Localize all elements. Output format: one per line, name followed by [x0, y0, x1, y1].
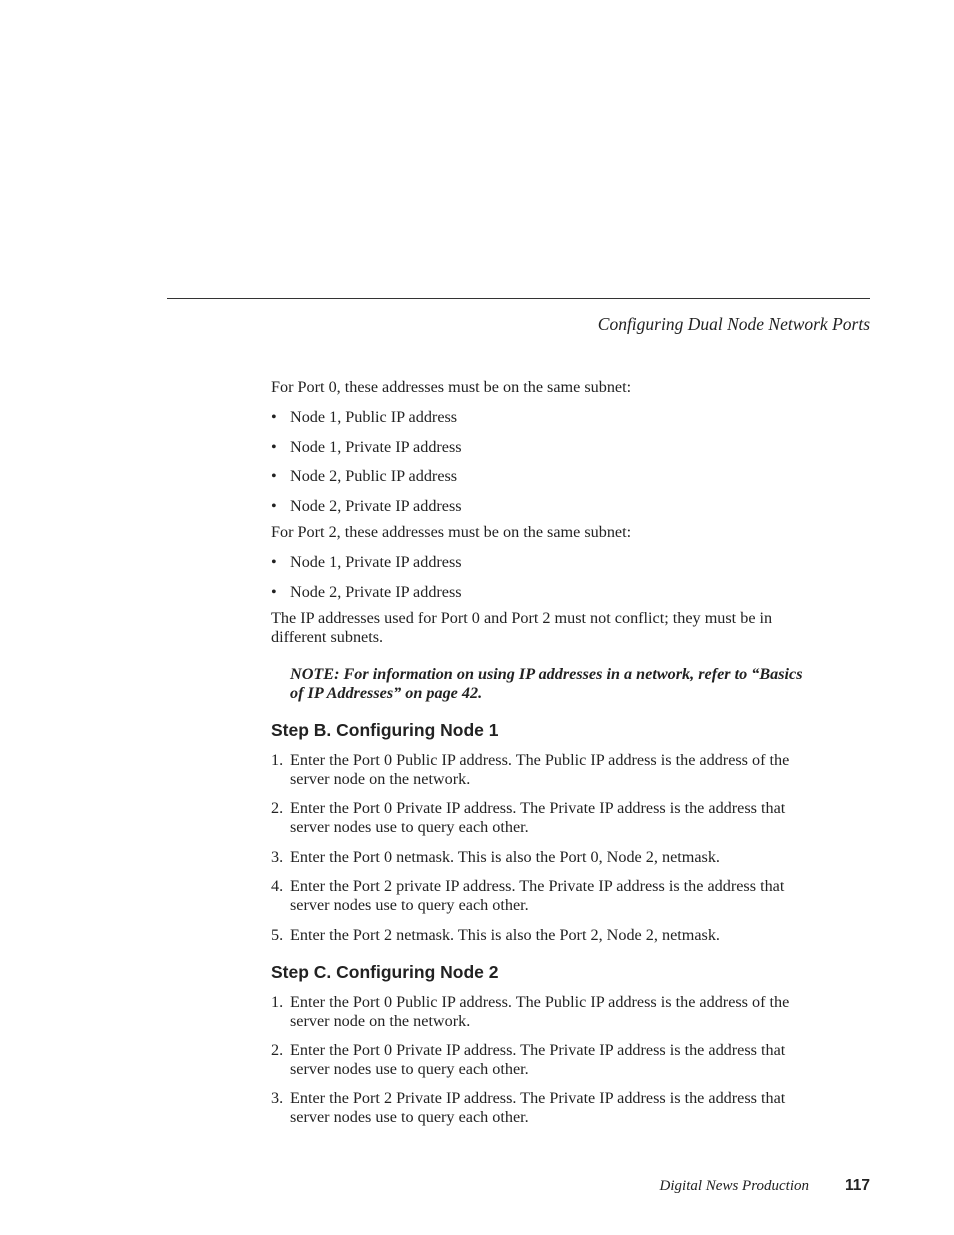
list-item: 1. Enter the Port 0 Public IP address. The Public IP address is the address of the server node on the network.	[271, 993, 790, 1030]
note-paragraph: NOTE: For information on using IP addresses in a network, refer to “Basics of IP Addresses” on page 42.	[290, 665, 803, 702]
bullet-item: • Node 1, Private IP address	[271, 553, 462, 571]
header-rule	[167, 298, 870, 299]
bullet-item: • Node 2, Private IP address	[271, 497, 462, 515]
list-item: 2. Enter the Port 0 Private IP address. The Private IP address is the address that server nodes use to query each other.	[271, 1041, 786, 1078]
bullet-icon: •	[271, 497, 277, 515]
bullet-icon: •	[271, 438, 277, 456]
list-item: 3. Enter the Port 2 Private IP address. The Private IP address is the address that server nodes use to query each other.	[271, 1089, 786, 1126]
bullet-item: • Node 1, Private IP address	[271, 438, 462, 456]
list-item: 1. Enter the Port 0 Public IP address. The Public IP address is the address of the server node on the network.	[271, 751, 790, 788]
list-item: 5. Enter the Port 2 netmask. This is also the Port 2, Node 2, netmask.	[271, 926, 720, 944]
footer-title: Digital News Production	[659, 1178, 809, 1194]
running-header-title: Configuring Dual Node Network Ports	[597, 314, 870, 334]
list-item: 4. Enter the Port 2 private IP address. The Private IP address is the address that server nodes use to query each other.	[271, 877, 785, 914]
list-item: 3. Enter the Port 0 netmask. This is also the Port 0, Node 2, netmask.	[271, 848, 720, 866]
bullet-item: • Node 2, Private IP address	[271, 583, 462, 601]
bullet-icon: •	[271, 408, 277, 426]
bullet-icon: •	[271, 553, 277, 571]
page-number: 117	[844, 1177, 870, 1194]
bullet-item: • Node 1, Public IP address	[271, 408, 458, 426]
list-item: 2. Enter the Port 0 Private IP address. The Private IP address is the address that server nodes use to query each other.	[271, 799, 786, 836]
bullet-icon: •	[271, 467, 277, 485]
bullet-icon: •	[271, 583, 277, 601]
port0-intro: For Port 0, these addresses must be on the same subnet:	[271, 378, 632, 396]
step-c-heading: Step C. Configuring Node 2	[271, 962, 499, 982]
bullet-item: • Node 2, Public IP address	[271, 467, 458, 485]
step-b-heading: Step B. Configuring Node 1	[271, 720, 499, 740]
conflict-paragraph: The IP addresses used for Port 0 and Port 2 must not conflict; they must be in different subnets.	[271, 609, 773, 646]
port2-intro: For Port 2, these addresses must be on the same subnet:	[271, 523, 632, 541]
